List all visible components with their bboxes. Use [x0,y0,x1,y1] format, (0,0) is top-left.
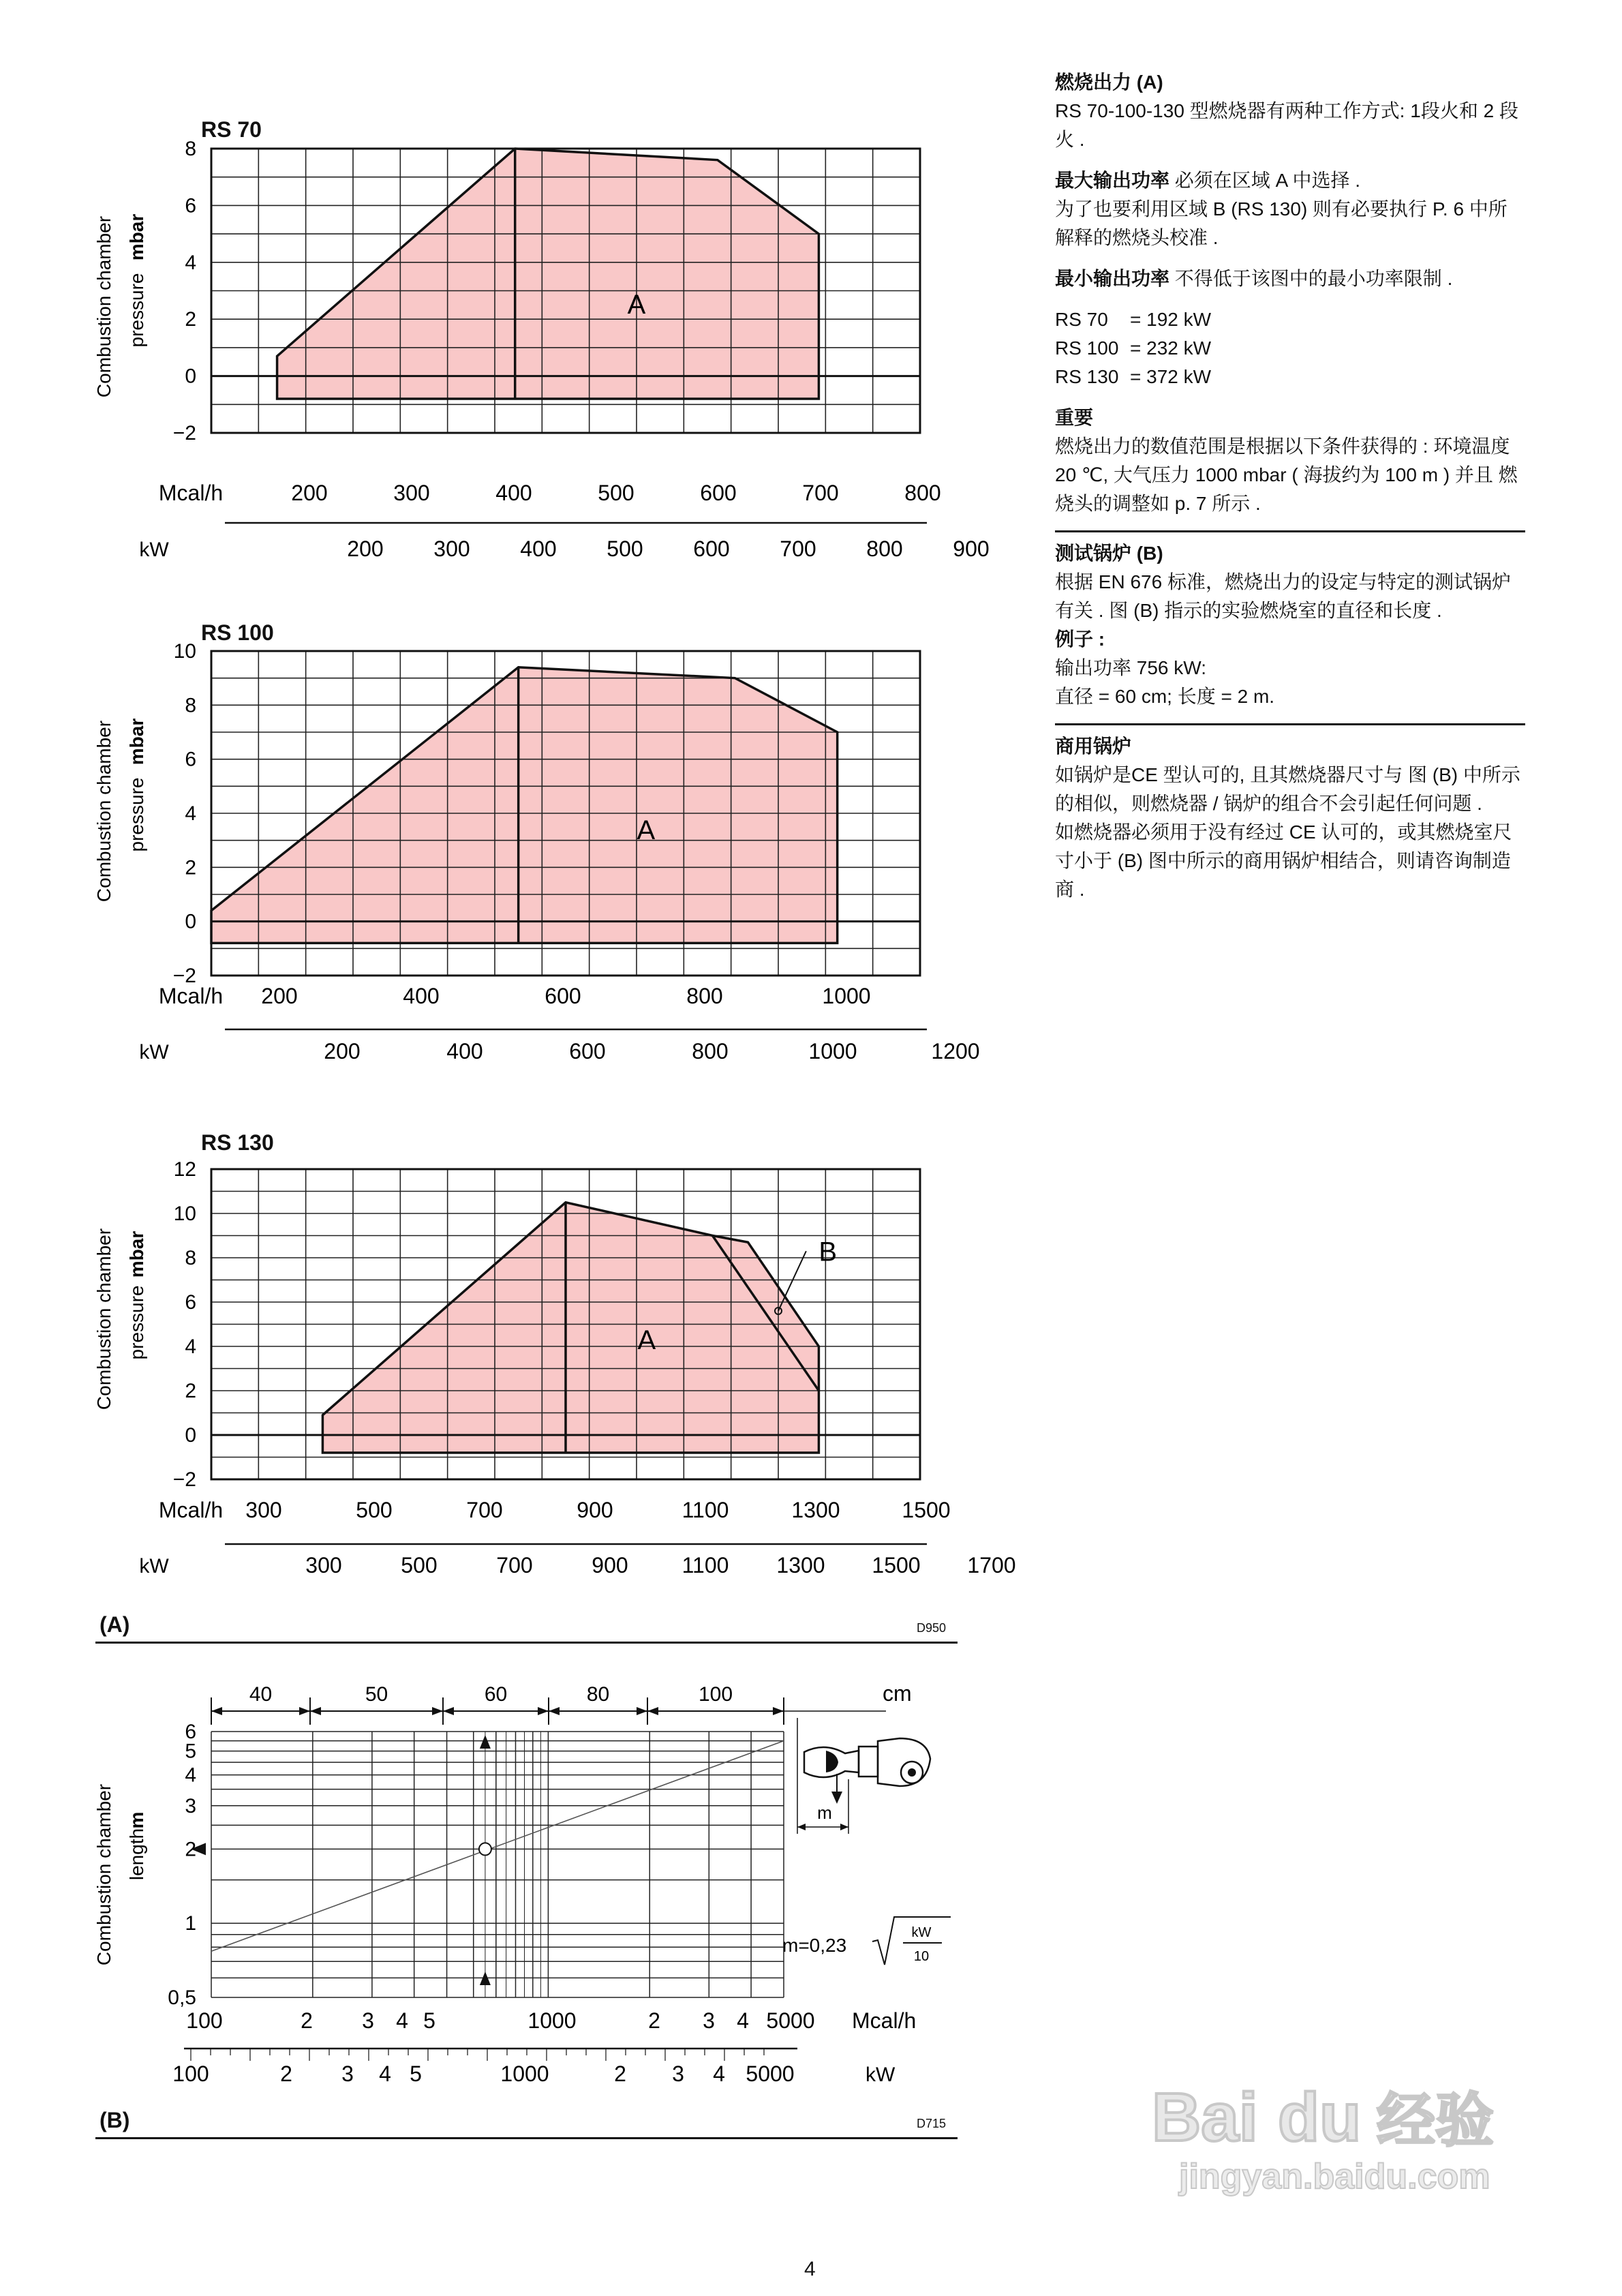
section-title: 燃烧出力 (A) [1055,72,1163,93]
example-point [479,1843,491,1855]
section-title: 商用锅炉 [1055,736,1132,757]
x2-tick-label: 200 [324,1039,361,1063]
x1-tick-label: 1300 [791,1498,840,1522]
x1-tick-label: 600 [545,984,581,1008]
arrow-up-icon [480,1735,491,1749]
x2-tick-label: 700 [780,537,816,561]
x2-label: kW [139,1041,169,1063]
cm-tick-label: 100 [698,1683,733,1706]
operating-area [277,149,819,399]
yunit: mbar [126,213,147,261]
y-tick-label: 4 [185,1335,196,1358]
y-tick-label: 6 [185,1721,196,1743]
y-tick-label: 8 [185,138,196,160]
arrow-icon [637,1707,647,1715]
section-title: 重要 [1055,407,1094,428]
y-tick-label: 12 [173,1158,196,1181]
plot-area [173,1158,1016,1577]
x2-tick-label: 600 [693,537,730,561]
cm-tick-label: 40 [249,1683,273,1706]
arrow-icon [211,1707,222,1715]
svg-text:du: du [1278,2079,1362,2156]
section-title: 最小输出功率 [1055,268,1170,289]
section-body: RS 70-100-130 型燃烧器有两种工作方式: 1段火和 2 段火 . [1055,100,1518,150]
y-tick-label: 10 [173,1203,196,1225]
x2-tick-label: 900 [592,1553,628,1577]
x2-tick-label: 1100 [682,1553,729,1577]
x2-tick-label: 1000 [500,2061,549,2086]
x1-tick-label: 300 [393,481,430,505]
ylabel: Combustion chamber [93,1783,114,1966]
x2-tick-label: 1200 [931,1039,980,1063]
chart-title-rs100: RS 100 [201,620,274,645]
x2-tick-label: 500 [607,537,643,561]
x2-label: kW [866,2064,896,2086]
figure-a-rule [95,1642,958,1644]
chart-rs70 [82,136,990,573]
x2-label: kW [139,539,169,561]
figure-b-rule [95,2137,958,2139]
spec-row: RS 100 = 232 kW [1055,337,1212,359]
x1-tick-label: 800 [904,481,941,505]
formula: m=0,23 [782,1935,847,1956]
x1-tick-label: 1000 [527,2008,577,2033]
y-tick-label: 4 [185,802,196,825]
x2-tick-label: 300 [305,1553,342,1577]
plot-area [173,640,980,1063]
area-a-label: A [637,815,656,846]
y-tick-label: 3 [185,1794,196,1817]
y-tick-label: 8 [185,1247,196,1269]
example-title: 例子 : [1055,629,1105,650]
chart-title-rs70: RS 70 [201,117,262,142]
section-body: 根据 EN 676 标准，燃烧出力的设定与特定的测试锅炉有关 . 图 (B) 指示的实验燃烧室的直径和长度 . [1055,571,1511,621]
x1-tick-label: 700 [466,1498,503,1522]
x2-tick-label: 2 [280,2061,292,2086]
ylabel2: length [126,1828,147,1881]
arrow-icon [538,1707,549,1715]
arrow-icon [310,1707,321,1715]
y-tick-label: 4 [185,1764,196,1787]
ylabel: Combustion chamber [93,720,114,903]
x2-tick-label: 5000 [746,2061,795,2086]
y-tick-label: 2 [185,308,196,331]
chart-title-rs130: RS 130 [201,1130,274,1155]
baidu-watermark [1152,2079,1533,2202]
divider [1055,530,1525,532]
x2-tick-label: 2 [614,2061,626,2086]
arrow-icon [443,1707,454,1715]
x2-tick-label: 1300 [776,1553,825,1577]
x1-tick-label: 900 [577,1498,613,1522]
example-line: 输出功率 756 kW: [1055,657,1206,678]
x1-tick-label: 500 [598,481,634,505]
x2-tick-label: 500 [401,1553,438,1577]
x1-tick-label: 4 [737,2008,749,2033]
x1-tick-label: 3 [703,2008,715,2033]
cm-tick-label: 80 [586,1683,610,1706]
x1-tick-label: 400 [495,481,532,505]
x2-tick-label: 800 [866,537,903,561]
x1-tick-label: 600 [700,481,737,505]
ylabel2: pressure [126,777,147,852]
chart-rs100 [82,637,980,1074]
x1-tick-label: 300 [245,1498,282,1522]
cm-tick-label: 60 [484,1683,508,1706]
x2-tick-label: 800 [692,1039,729,1063]
x2-tick-label: 300 [433,537,470,561]
x1-tick-label: 1100 [682,1498,729,1522]
ylabel: Combustion chamber [93,215,114,398]
formula-den: 10 [913,1949,930,1964]
cm-label: cm [883,1681,912,1706]
x1-label: Mcal/h [852,2008,917,2033]
x2-tick-label: 1700 [967,1553,1016,1577]
divider [1055,723,1525,725]
max-output-line: 最大输出功率 必须在区域 A 中选择 . [1055,170,1361,191]
x1-tick-label: 5000 [766,2008,815,2033]
section-body: 如燃烧器必须用于没有经过 CE 认可的，或其燃烧室尺寸小于 (B) 图中所示的商用锅炉相结合，则请咨询制造商 . [1055,821,1512,900]
x1-tick-label: 2 [648,2008,660,2033]
arrow-icon [773,1707,784,1715]
y-tick-label: 6 [185,748,196,771]
x2-tick-label: 400 [446,1039,483,1063]
arrow-icon [432,1707,443,1715]
ylabel: Combustion chamber [93,1228,114,1410]
x2-tick-label: 900 [953,537,990,561]
x2-tick-label: 200 [347,537,384,561]
x1-tick-label: 700 [802,481,839,505]
yunit: mbar [126,718,147,766]
y-tick-label: 2 [185,856,196,879]
example-line: 直径 = 60 cm; 长度 = 2 m. [1055,686,1275,707]
y-tick-label: 6 [185,1291,196,1314]
region-b-label: B [818,1237,838,1267]
operating-area [322,1203,818,1453]
y-tick-label: 1 [185,1912,196,1935]
y-tick-label: 4 [185,251,196,274]
x2-label: kW [139,1555,169,1577]
x2-tick-label: 100 [172,2061,209,2086]
figure-a-label: (A) [100,1612,130,1637]
chart-test-boiler [82,1670,968,2106]
section-body: 为了也要利用区域 B (RS 130) 则有必要执行 P. 6 中所解释的燃烧头校准 . [1055,198,1508,248]
x1-tick-label: 200 [291,481,328,505]
page-number: 4 [804,2258,816,2280]
sqrt-icon [872,1917,951,1965]
x1-tick-label: 500 [356,1498,393,1522]
x2-tick-label: 3 [672,2061,684,2086]
x2-tick-label: 600 [569,1039,606,1063]
y-tick-label: −2 [172,1468,196,1491]
cm-tick-label: 50 [365,1683,388,1706]
min-output-line: 最小输出功率 不得低于该图中的最小功率限制 . [1055,268,1453,289]
x1-tick-label: 100 [186,2008,223,2033]
section-title: 测试锅炉 (B) [1055,543,1163,564]
section-title: 最大输出功率 [1055,170,1170,191]
y-tick-label: 0 [185,910,196,933]
yunit: mbar [126,1230,147,1278]
x2-tick-label: 3 [341,2061,354,2086]
x2-tick-label: 5 [410,2061,422,2086]
x1-tick-label: 400 [403,984,440,1008]
ylabel2: pressure [126,273,147,348]
y-tick-label: −2 [172,965,196,987]
plot-area [168,1683,886,2086]
formula-num: kW [911,1925,932,1940]
x1-label: Mcal/h [158,481,224,505]
section-body: 燃烧出力的数值范围是根据以下条件获得的 : 环境温度 20 ℃, 大气压力 1000 mbar ( 海拔约为 100 m ) 并且 燃烧头的调整如 p. 7 所示 . [1055,436,1518,514]
y-tick-label: 0 [185,365,196,388]
svg-text:Bai: Bai [1152,2079,1258,2156]
x2-tick-label: 700 [496,1553,533,1577]
y-tick-label: 8 [185,694,196,717]
x2-tick-label: 400 [520,537,557,561]
x2-tick-label: 1500 [872,1553,921,1577]
figure-a-code: D950 [917,1621,947,1635]
figure-b-label: (B) [100,2108,130,2132]
y-tick-label: 5 [185,1740,196,1763]
x1-label: Mcal/h [158,984,224,1008]
section-body: 如锅炉是CE 型认可的, 且其燃烧器尺寸与 图 (B) 中所示的相似，则燃烧器 / 锅炉的组合不会引起任何问题 . [1055,764,1520,814]
x2-tick-label: 4 [379,2061,391,2086]
operating-area [211,667,838,943]
y-tick-label: 0 [185,1424,196,1447]
x1-tick-label: 200 [261,984,298,1008]
chart-rs130 [82,1149,1016,1585]
y-tick-label: 6 [185,194,196,217]
x1-tick-label: 3 [362,2008,374,2033]
spec-row: RS 130 = 372 kW [1055,366,1212,387]
length-curve [211,1741,784,1952]
x1-tick-label: 5 [423,2008,435,2033]
x1-tick-label: 4 [396,2008,408,2033]
yunit: m [126,1811,147,1829]
arrow-icon [299,1707,310,1715]
text-column [1055,68,1525,916]
burner-m-label: m [817,1802,832,1823]
y-tick-label: 2 [185,1838,196,1861]
y-tick-label: −2 [172,422,196,444]
area-a-label: A [637,1325,656,1355]
x1-label: Mcal/h [158,1498,224,1522]
x1-tick-label: 2 [301,2008,313,2033]
figure-b-code: D715 [917,2117,947,2130]
spec-list [1055,305,1525,391]
x2-tick-label: 4 [713,2061,725,2086]
y-tick-label: 2 [185,1380,196,1402]
x2-tick-label: 1000 [808,1039,857,1063]
x1-tick-label: 800 [686,984,723,1008]
spec-row: RS 70 = 192 kW [1055,309,1212,330]
svg-text:经验: 经验 [1377,2088,1494,2154]
area-a-label: A [627,289,646,320]
x1-tick-label: 1500 [902,1498,951,1522]
y-tick-label: 0,5 [168,1987,196,2009]
svg-text:jingyan.baidu.com: jingyan.baidu.com [1179,2157,1490,2196]
arrow-icon [549,1707,560,1715]
arrow-icon [647,1707,658,1715]
ylabel2: pressure [126,1285,147,1360]
plot-area [173,138,990,561]
x1-tick-label: 1000 [822,984,871,1008]
y-tick-label: 10 [173,640,196,663]
